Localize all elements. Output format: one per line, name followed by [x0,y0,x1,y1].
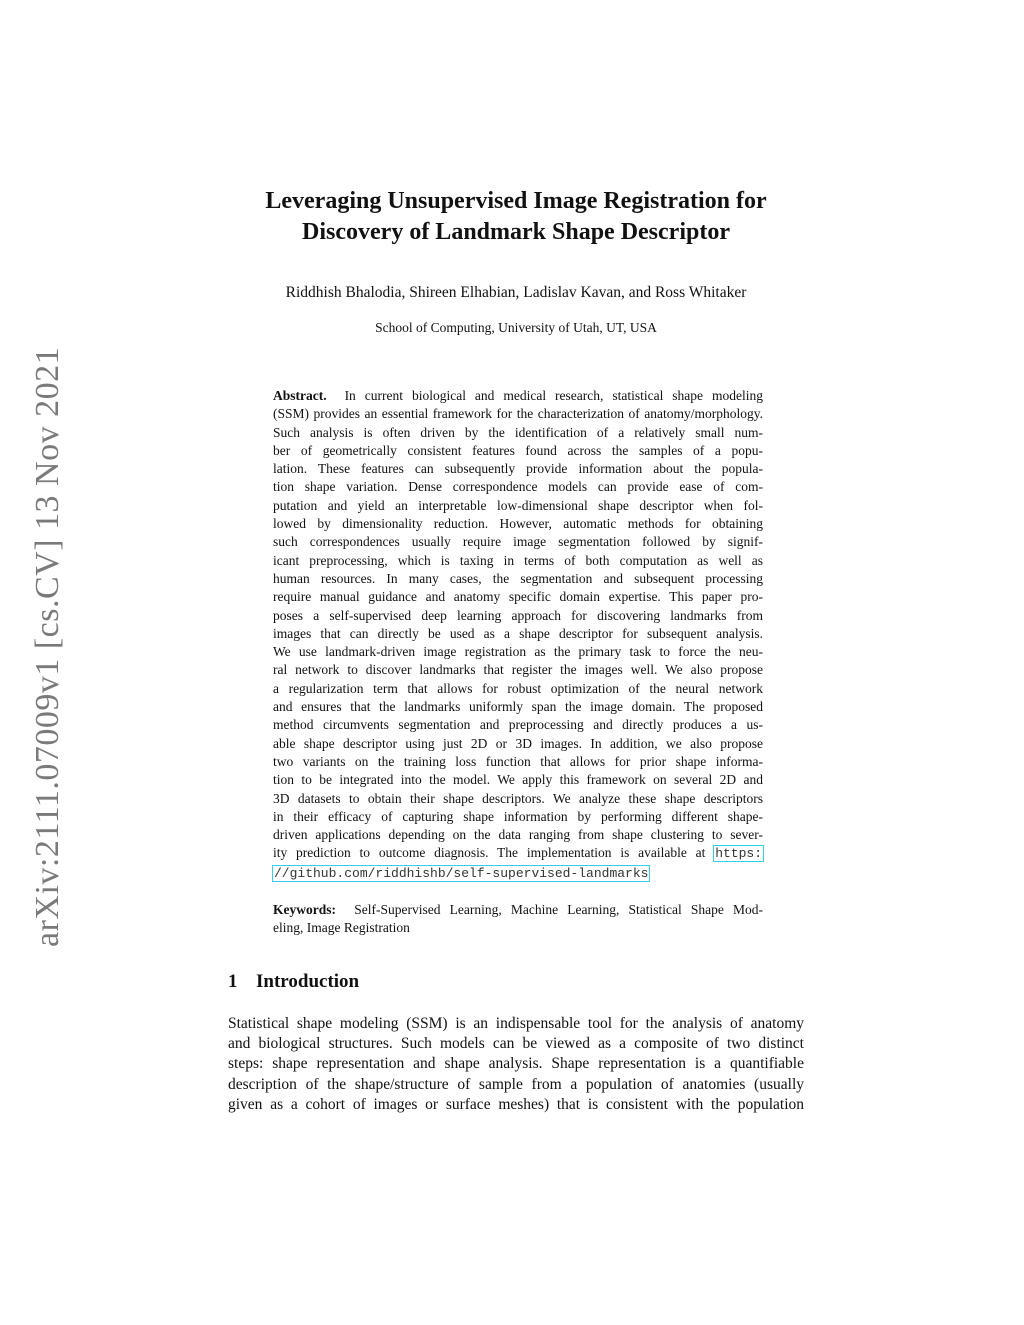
abstract-line: images that can directly be used as a shape descriptor for subsequent analysis. [273,625,763,641]
abstract-line: (SSM) provides an essential framework for the characterization of anatomy/morphology. [273,406,763,422]
keywords-label: Keywords: [273,902,336,917]
abstract-line: in their efficacy of capturing shape information by performing different shape- [273,808,763,824]
abstract-line: require manual guidance and anatomy specific domain expertise. This paper pro- [273,589,763,605]
keywords-block [273,901,763,938]
section-heading-introduction [228,970,359,994]
intro-line: and biological structures. Such models can be viewed as a composite of two distinct [228,1035,804,1053]
intro-line: steps: shape representation and shape analysis. Shape representation is a quantifiable [228,1055,804,1073]
abstract-line: lowed by dimensionality reduction. However, automatic methods for obtaining [273,516,763,532]
abstract-line [273,387,763,405]
abstract-line: Such analysis is often driven by the identification of a relatively small num- [273,424,763,440]
code-repository-link-continued[interactable]: //github.com/riddhishb/self-supervised-landmarks [274,865,649,881]
abstract-line: human resources. In many cases, the segmentation and subsequent processing [273,570,763,586]
intro-line: Statistical shape modeling (SSM) is an indispensable tool for the analysis of anatomy [228,1015,804,1032]
abstract-line [273,864,763,883]
abstract-line: ral network to discover landmarks that register the images well. We also propose [273,662,763,678]
abstract-line: icant preprocessing, which is taxing in terms of both computation as well as [273,552,763,568]
arxiv-identifier-stamp: arXiv:2111.07009v1 [cs.CV] 13 Nov 2021 [29,346,66,947]
abstract-line: ber of geometrically consistent features found across the samples of a popu- [273,442,763,458]
abstract-line: two variants on the training loss function that allows for prior shape informa- [273,753,763,769]
abstract-label: Abstract. [273,388,327,403]
abstract-line: able shape descriptor using just 2D or 3D images. In addition, we also propose [273,735,763,751]
abstract-line: tion shape variation. Dense correspondence models can provide ease of com- [273,479,763,495]
abstract-line: putation and yield an interpretable low-dimensional shape descriptor when fol- [273,497,763,513]
abstract-line: and ensures that the landmarks uniformly span the image domain. The proposed [273,699,763,715]
abstract-line: such correspondences usually require image segmentation followed by signif- [273,534,763,550]
abstract-line: poses a self-supervised deep learning approach for discovering landmarks from [273,607,763,623]
introduction-paragraph [228,1014,804,1115]
abstract-line: We use landmark-driven image registration as the primary task to force the neu- [273,644,763,660]
section-title: Introduction [256,971,360,992]
abstract-line: method circumvents segmentation and preprocessing and directly produces a us- [273,717,763,733]
abstract-line: lation. These features can subsequently provide information about the popula- [273,461,763,477]
abstract-line [273,844,763,863]
abstract-line-text: In current biological and medical research, statistical shape modeling [344,388,763,403]
abstract-line: driven applications depending on the data ranging from shape clustering to sever- [273,827,763,843]
intro-line: given as a cohort of images or surface meshes) that is consistent with the population [228,1095,804,1113]
abstract-block [273,387,763,883]
paper-title-line: Discovery of Landmark Shape Descriptor [302,219,730,245]
author-list: Riddhish Bhalodia, Shireen Elhabian, Ladislav Kavan, and Ross Whitaker [285,284,747,301]
paper-title [228,186,804,248]
section-number: 1 [228,971,238,992]
code-repository-link[interactable]: https: [715,846,762,862]
keywords-line: eling, Image Registration [273,920,410,936]
keywords-text: Self-Supervised Learning, Machine Learning, Statistical Shape Mod- [354,902,764,917]
intro-line: description of the shape/structure of sample from a population of anatomies (usually [228,1075,804,1093]
paper-title-line: Leveraging Unsupervised Image Registration for [265,188,767,214]
abstract-line: a regularization term that allows for robust optimization of the neural network [273,680,763,696]
abstract-line: 3D datasets to obtain their shape descriptors. We analyze these shape descriptors [273,790,763,806]
abstract-line-text: ity prediction to outcome diagnosis. The implementation is available at [273,845,706,861]
abstract-line: tion to be integrated into the model. We apply this framework on several 2D and [273,772,763,788]
keywords-line [273,901,763,919]
author-affiliation: School of Computing, University of Utah, UT, USA [375,320,657,335]
